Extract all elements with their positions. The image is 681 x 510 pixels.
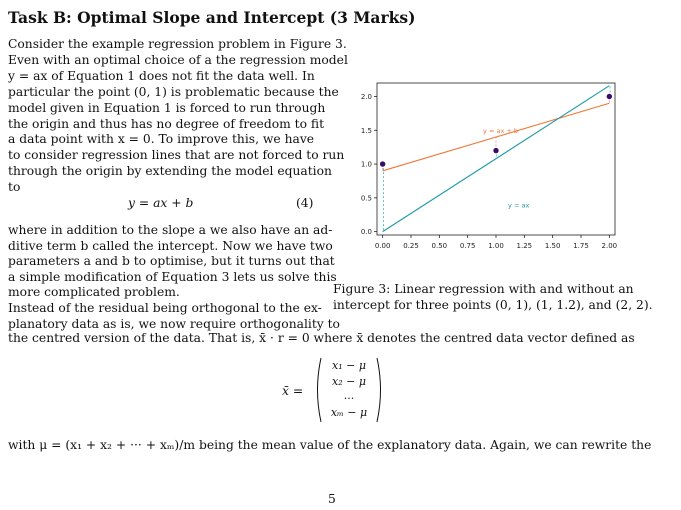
- figure-caption: Figure 3: Linear regression with and without an intercept for three points (0, 1), (1, 1.2), and (2, 2).: [333, 282, 653, 312]
- paragraph-intro-line: through the origin by extending the model equation: [8, 164, 332, 179]
- origin-fit-label: y = ax: [508, 201, 530, 210]
- equation-4: y = ax + b: [128, 196, 194, 210]
- paragraph-intro-line: Even with an optimal choice of a the regression model: [8, 52, 348, 67]
- x-tick-label: 1.75: [573, 242, 589, 250]
- x-tick-label: 1.50: [544, 242, 561, 250]
- paragraph-intercept-line: Instead of the residual being orthogonal to the ex-: [8, 301, 322, 315]
- x-tick-label: 2.00: [601, 242, 618, 250]
- left-paren: [318, 358, 322, 422]
- x-tick-label: 0.50: [431, 242, 448, 250]
- x-tick-label: 0.25: [403, 242, 419, 250]
- section-title: Task B: Optimal Slope and Intercept (3 Marks): [8, 8, 416, 27]
- paragraph-intro-line: to: [8, 180, 21, 195]
- paragraph-intro-line: particular the point (0, 1) is problematic because the: [8, 84, 339, 99]
- paragraph-intercept-line: planatory data as is, we now require orthogonality to: [8, 316, 340, 331]
- paragraph-intercept-line: where in addition to the slope a we also have an ad-: [8, 223, 333, 237]
- centred-vector: [313, 356, 385, 424]
- page-number: 5: [328, 492, 336, 506]
- paragraph-intro-line: model given in Equation 1 is forced to run through: [8, 100, 326, 115]
- paragraph-intercept-line: a simple modification of Equation 3 lets us solve this: [8, 269, 337, 284]
- intercept-fit-line: [383, 103, 610, 171]
- vector-entry: ...: [343, 389, 355, 402]
- paragraph-mean: with μ = (x₁ + x₂ + ··· + xₘ)/m being the mean value of the explanatory data. Again, we can rewrite the: [8, 438, 652, 452]
- data-point: [380, 161, 385, 166]
- paragraph-intro-line: y = ax of Equation 1 does not fit the data well. In: [8, 68, 315, 83]
- vector-label: x̄ =: [282, 384, 304, 398]
- vector-entry: x₁ − μ: [332, 359, 366, 372]
- regression-chart: [333, 78, 623, 260]
- x-tick-label: 0.00: [374, 242, 391, 250]
- y-tick-label: 0.5: [360, 194, 372, 203]
- paragraph-intercept-line: parameters a and b to optimise, but it turns out that: [8, 254, 335, 269]
- vector-entry: xₘ − μ: [330, 406, 368, 419]
- paragraph-intro-line: the origin and thus has no degree of freedom to fit: [8, 116, 325, 131]
- x-tick-label: 1.00: [488, 242, 504, 250]
- paragraph-centred: the centred version of the data. That is, x̄ · r = 0 where x̄ denotes the centred data vector defined as: [8, 331, 635, 345]
- intercept-fit-label: y = ax + b: [483, 126, 519, 135]
- paragraph-intro-line: a data point with x = 0. To improve this, we have: [8, 132, 315, 147]
- y-tick-label: 0.0: [360, 228, 372, 237]
- paragraph-intercept-line: ditive term b called the intercept. Now we have two: [8, 238, 333, 253]
- y-tick-label: 1.0: [360, 160, 372, 169]
- right-paren: [377, 358, 381, 422]
- x-tick-label: 0.75: [459, 242, 476, 250]
- vector-entry: x₂ − μ: [332, 375, 366, 388]
- y-tick-label: 1.5: [360, 126, 372, 135]
- x-tick-label: 1.25: [516, 242, 533, 250]
- data-point: [493, 148, 498, 153]
- equation-4-number: (4): [296, 196, 314, 210]
- data-point: [607, 94, 612, 99]
- y-tick-label: 2.0: [360, 93, 372, 102]
- origin-fit-line: [383, 86, 610, 232]
- paragraph-intro-line: to consider regression lines that are not forced to run: [8, 148, 345, 163]
- paragraph-intro-line: Consider the example regression problem in Figure 3.: [8, 37, 347, 51]
- paragraph-intercept-line: more complicated problem.: [8, 285, 180, 300]
